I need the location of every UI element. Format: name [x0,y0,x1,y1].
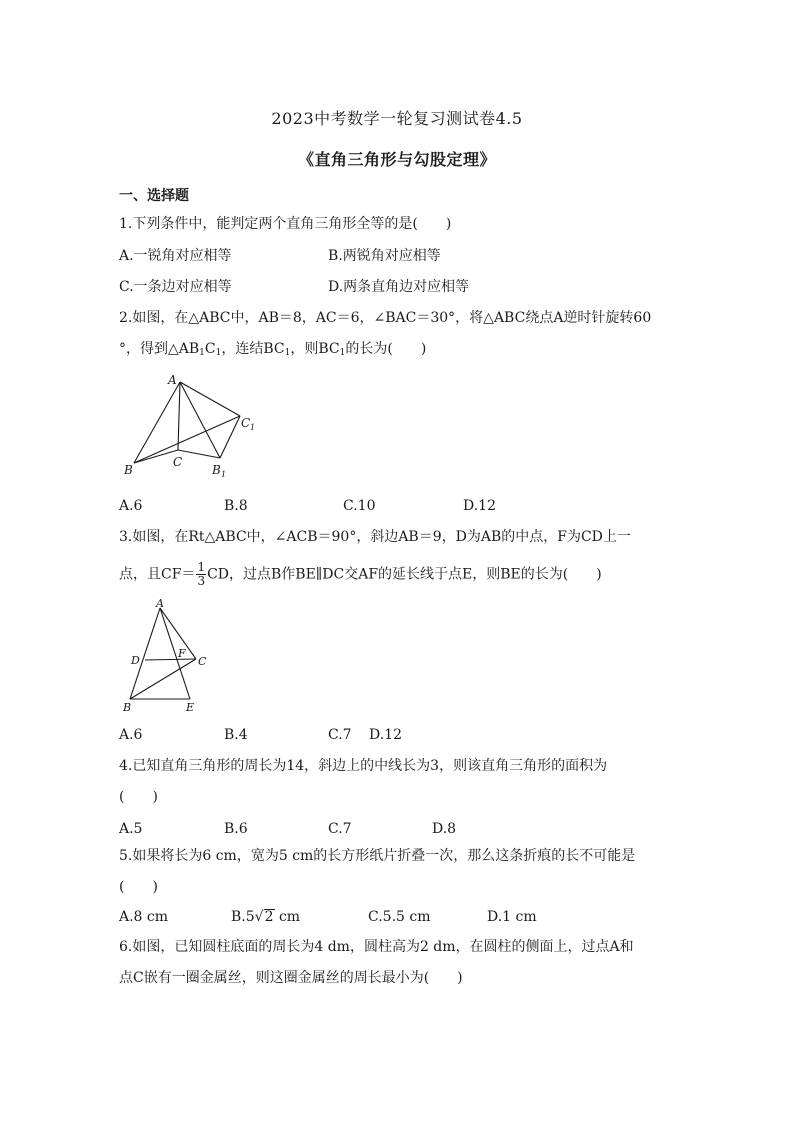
q4-option-b: B.6 [224,821,248,837]
segment-bc [130,659,196,699]
q4-option-d: D.8 [432,821,457,837]
question-5-line-1: 5.如果将长为6 cm，宽为5 cm的长方形纸片折叠一次，那么这条折痕的长不可能是 [119,848,636,864]
label-a: A [168,373,177,387]
q2-option-d: D.12 [463,498,496,514]
question-5-line-2: ( ) [119,879,158,895]
label-f: F [178,647,186,660]
label-c: C [173,455,183,469]
label-c: C [198,655,207,668]
q3-option-c: C.7 [328,727,352,743]
label-c1: C [241,416,251,430]
q5-option-d: D.1 cm [487,909,537,925]
q3-option-b: B.4 [224,727,248,743]
q1-option-a: A.一锐角对应相等 [119,248,232,264]
q5-option-b: B.5√2 cm [231,909,301,925]
segment-bc1 [134,416,240,463]
question-3-figure [118,597,218,715]
question-4-line-2: ( ) [119,789,158,805]
question-3-line-2: 点，且CF＝ $\frac{1}{3}$ CD，过点B作BE∥DC交AF的延长线于点E，则BE的长为( ) [119,560,602,588]
exam-title: 2023中考数学一轮复习测试卷4.5 [271,109,523,128]
label-e: E [186,701,195,714]
segment-cb1 [178,450,220,458]
label-b1: B [212,463,221,477]
segment-dc [145,659,196,660]
q3-option-a: A.6 [119,727,143,743]
question-6-line-1: 6.如图，已知圆柱底面的周长为4 dm，圆柱高为2 dm，在圆柱的侧面上，过点A和 [119,939,634,955]
label-a: A [156,597,164,610]
q5-option-c: C.5.5 cm [368,909,431,925]
label-b1-sub: 1 [221,470,227,479]
q1-option-d: D.两条直角边对应相等 [328,279,470,295]
question-3-line-1: 3.如图，在Rt△ABC中，∠ACB＝90°，斜边AB＝9，D为AB的中点，F为CD上一 [119,529,631,545]
q2-option-c: C.10 [343,498,376,514]
label-b: B [123,701,132,714]
segment-b1c1 [220,416,240,458]
segment-ab [134,382,180,463]
exam-subtitle: 《直角三角形与勾股定理》 [297,150,496,169]
q2-option-a: A.6 [119,498,143,514]
question-2-figure [118,370,268,482]
question-6-line-2: 点C嵌有一圈金属丝，则这圈金属丝的周长最小为( ) [119,970,463,986]
q4-option-a: A.5 [119,821,143,837]
question-2-line-2: °，得到$\triangle AB_1C_1$，连结$BC_1$，则$BC_1$的长为( ) [119,341,427,358]
label-c1-sub: 1 [250,423,256,432]
section-heading: 一、选择题 [119,188,189,204]
question-4-line-1: 4.已知直角三角形的周长为14，斜边上的中线长为3，则该直角三角形的面积为 [119,758,608,774]
question-1-stem: 1.下列条件中，能判定两个直角三角形全等的是( ) [119,216,452,232]
q4-option-c: C.7 [328,821,352,837]
q1-option-c: C.一条边对应相等 [119,279,232,295]
q2-option-b: B.8 [224,498,248,514]
label-b: B [124,463,133,477]
segment-ac [178,382,180,450]
q3-option-d: D.12 [369,727,402,743]
fraction-one-third: $\frac{1}{3}$ [197,560,206,588]
q1-option-b: B.两锐角对应相等 [328,248,441,264]
question-2-line-1: 2.如图，在△ABC中，AB＝8，AC＝6，∠BAC＝30°，将△ABC绕点A逆时针旋转60 [119,310,652,326]
label-d: D [131,654,140,667]
q5-option-a: A.8 cm [119,909,169,925]
